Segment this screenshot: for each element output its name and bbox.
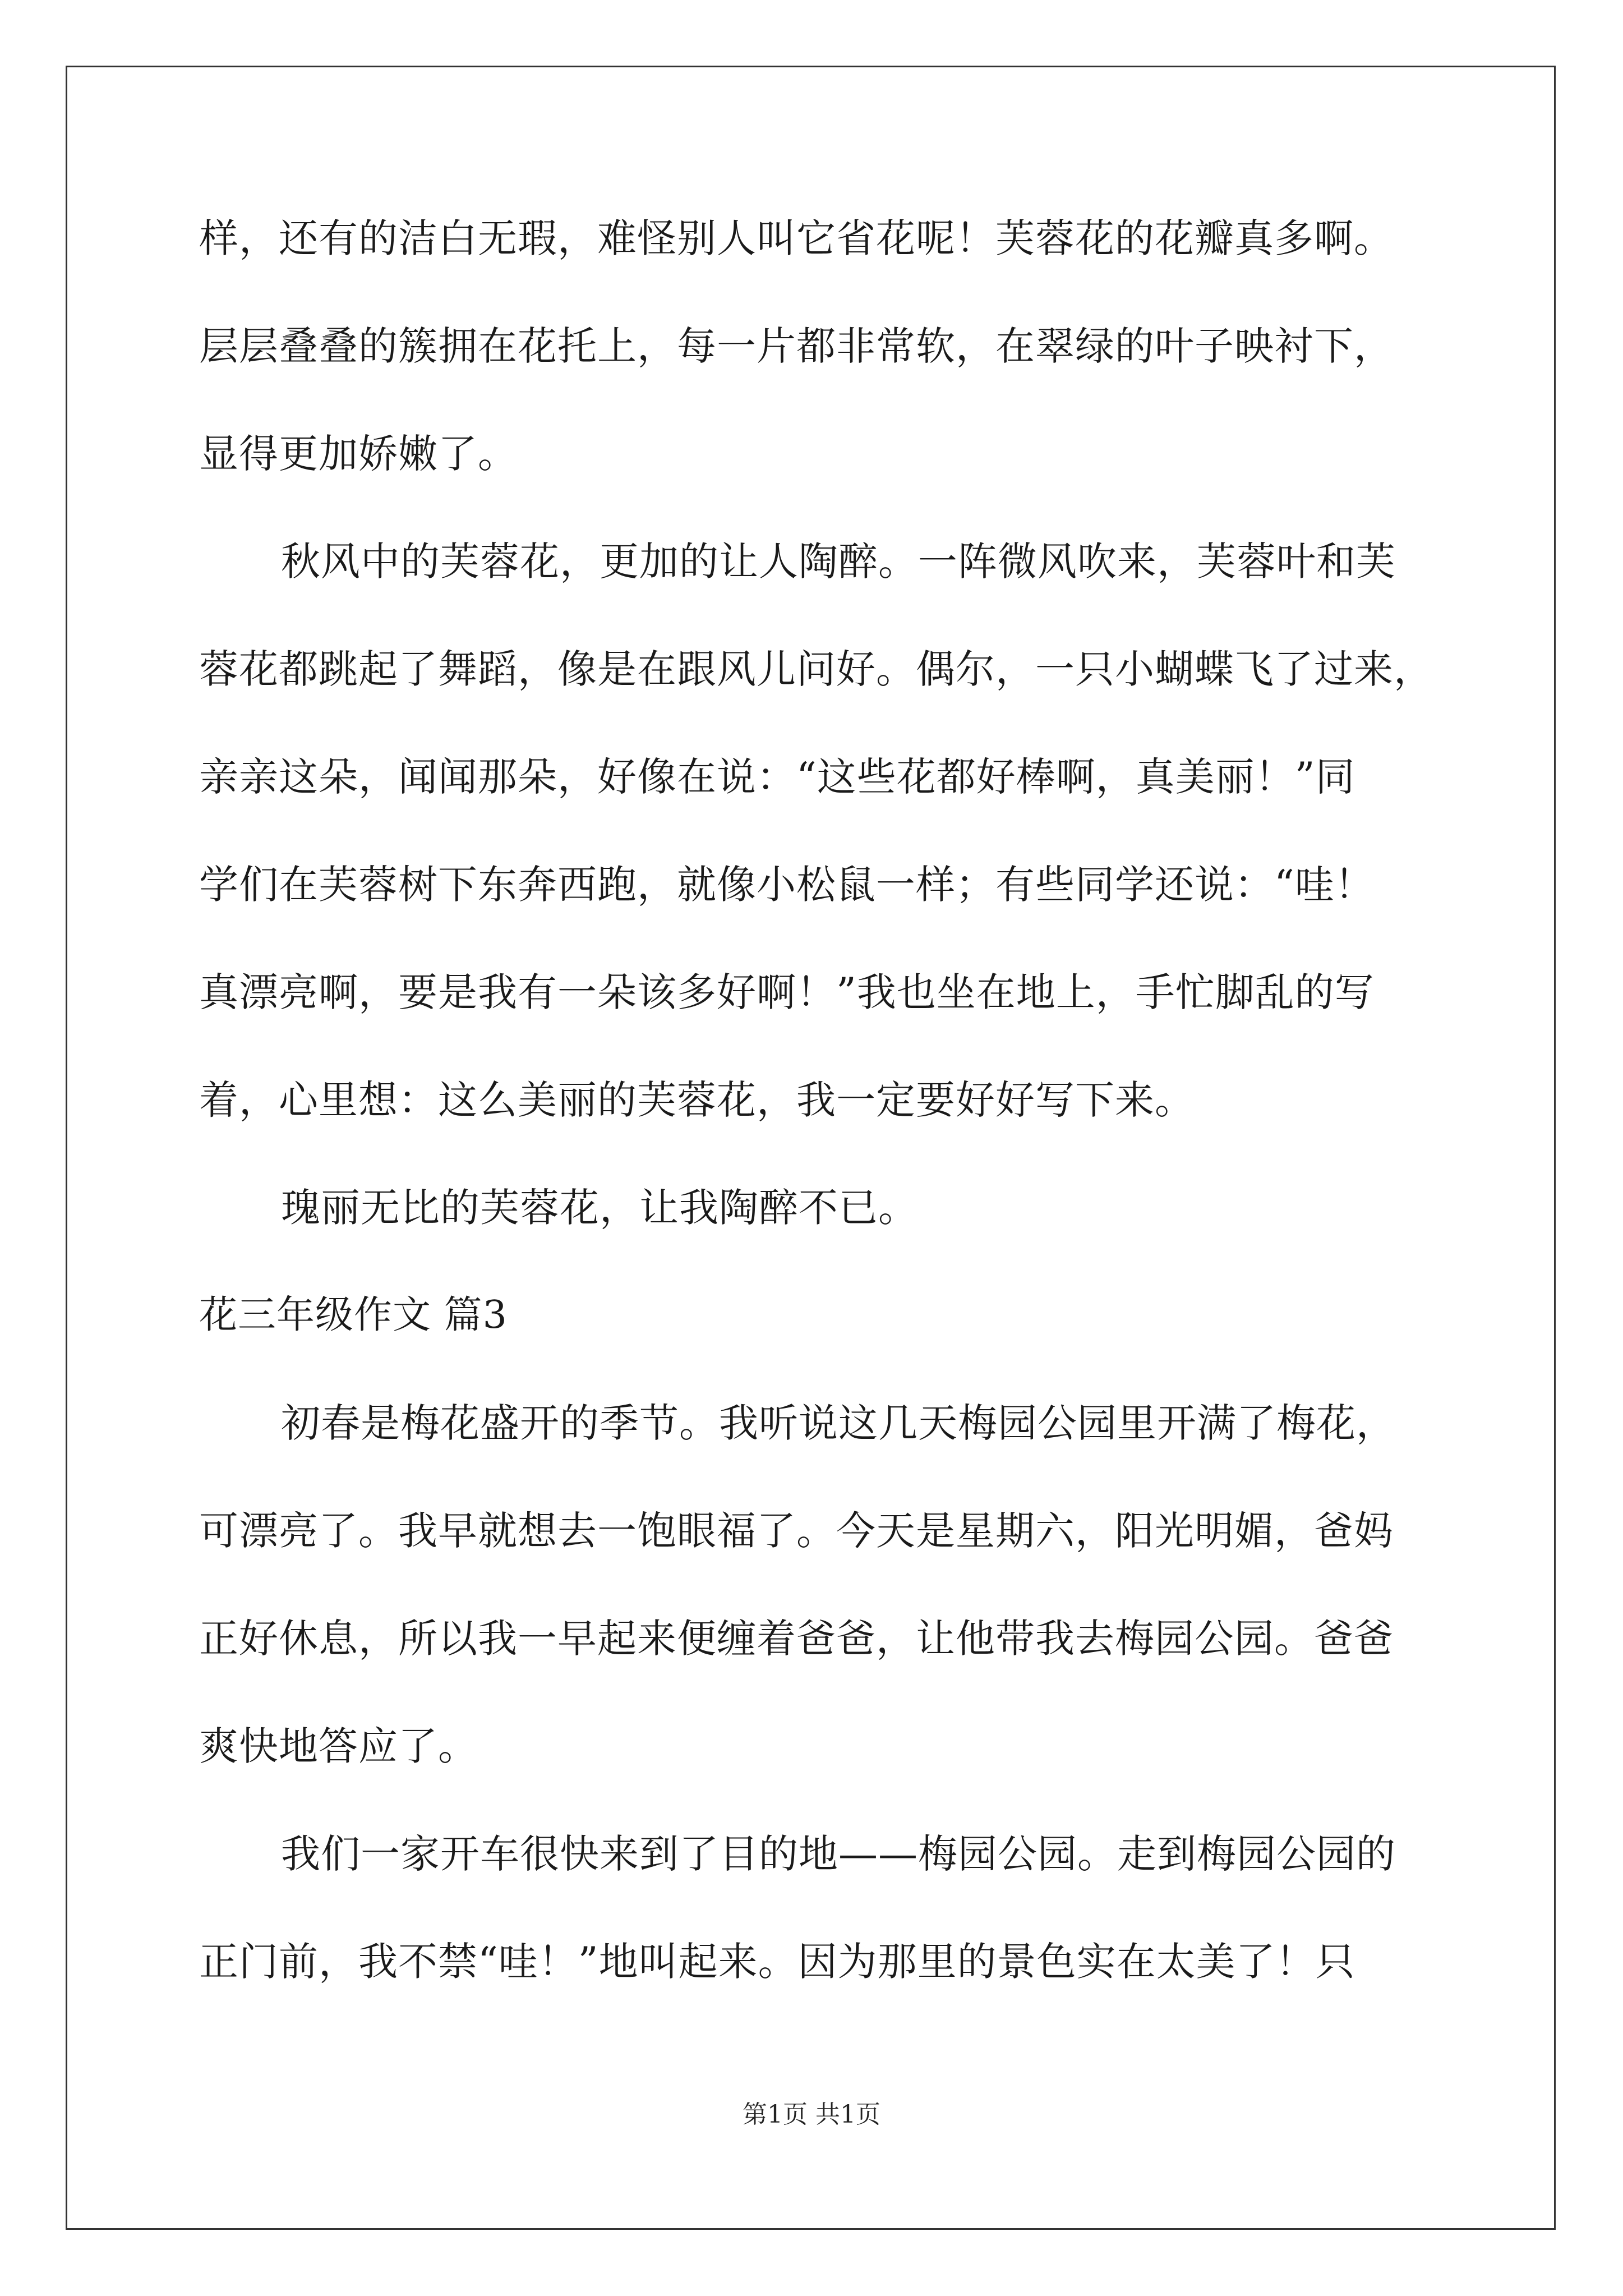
- paragraph-start-line: 初春是梅花盛开的季节。我听说这几天梅园公园里开满了梅花，: [281, 1400, 1396, 1446]
- text-line: 样，还有的洁白无瑕，难怪别人叫它省花呢！芙蓉花的花瓣真多啊。: [199, 215, 1394, 261]
- section-heading: 花三年级作文 篇3: [199, 1293, 508, 1337]
- paragraph-start-line: 瑰丽无比的芙蓉花，让我陶醉不已。: [281, 1185, 918, 1231]
- text-line: 学们在芙蓉树下东奔西跑，就像小松鼠一样；有些同学还说：“哇！: [199, 862, 1375, 908]
- paragraph-start-line: 秋风中的芙蓉花，更加的让人陶醉。一阵微风吹来，芙蓉叶和芙: [281, 539, 1396, 585]
- text-line: 蓉花都跳起了舞蹈，像是在跟风儿问好。偶尔，一只小蝴蝶飞了过来，: [199, 646, 1433, 692]
- text-line: 可漂亮了。我早就想去一饱眼福了。今天是星期六，阳光明媚，爸妈: [199, 1508, 1394, 1554]
- text-line: 正好休息，所以我一早起来便缠着爸爸，让他带我去梅园公园。爸爸: [199, 1616, 1394, 1662]
- page-border: [66, 66, 1556, 2230]
- text-line: 正门前，我不禁“哇！”地叫起来。因为那里的景色实在太美了！只: [199, 1939, 1355, 1985]
- text-line: 爽快地答应了。: [199, 1723, 478, 1769]
- page-footer: 第1页 共1页: [743, 2100, 880, 2129]
- text-line: 亲亲这朵，闻闻那朵，好像在说：“这些花都好棒啊，真美丽！”同: [199, 754, 1355, 800]
- text-line: 着，心里想：这么美丽的芙蓉花，我一定要好好写下来。: [199, 1077, 1195, 1123]
- text-line: 层层叠叠的簇拥在花托上，每一片都非常软，在翠绿的叶子映衬下，: [199, 323, 1394, 369]
- text-line: 真漂亮啊，要是我有一朵该多好啊！”我也坐在地上，手忙脚乱的写: [199, 969, 1375, 1015]
- text-line: 显得更加娇嫩了。: [199, 431, 518, 477]
- paragraph-start-line: 我们一家开车很快来到了目的地——梅园公园。走到梅园公园的: [281, 1831, 1396, 1877]
